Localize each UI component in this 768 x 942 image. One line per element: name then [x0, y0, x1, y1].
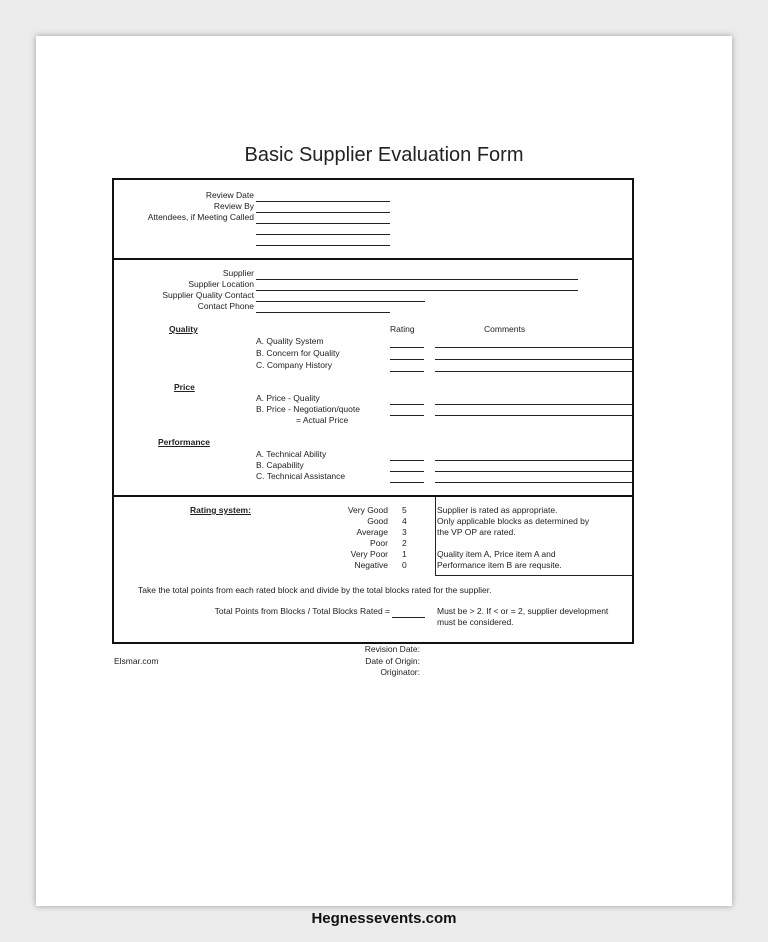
attendees-label: Attendees, if Meeting Called	[147, 212, 254, 222]
rating-column-header: Rating	[390, 324, 415, 334]
scale-value: 1	[402, 549, 407, 559]
attendees-field[interactable]	[256, 245, 390, 246]
originator-label: Originator:	[380, 667, 420, 677]
comment-field[interactable]	[435, 404, 632, 405]
rating-field[interactable]	[390, 359, 424, 360]
contact-phone-label: Contact Phone	[197, 301, 254, 311]
rating-note: Only applicable blocks as determined by	[437, 516, 590, 526]
scale-name: Poor	[370, 538, 388, 548]
form-title: Basic Supplier Evaluation Form	[244, 144, 524, 166]
notes-divider	[435, 497, 436, 575]
comment-field[interactable]	[435, 482, 632, 483]
criterion-label: C. Technical Assistance	[256, 471, 346, 481]
comments-column-header: Comments	[484, 324, 526, 334]
scale-name: Average	[356, 527, 388, 537]
total-points-field[interactable]	[392, 617, 425, 618]
quality-heading: Quality	[169, 324, 198, 334]
criterion-label: A. Technical Ability	[256, 449, 327, 459]
comment-field[interactable]	[435, 371, 632, 372]
scale-name: Negative	[354, 560, 388, 570]
rating-field[interactable]	[390, 404, 424, 405]
comment-field[interactable]	[435, 460, 632, 461]
rating-field[interactable]	[390, 415, 424, 416]
threshold-note: must be considered.	[437, 617, 514, 627]
comment-field[interactable]	[435, 359, 632, 360]
scale-name: Good	[367, 516, 388, 526]
revision-date-label: Revision Date:	[364, 644, 420, 654]
quality-contact-label: Supplier Quality Contact	[162, 290, 254, 300]
criterion-label: B. Price - Negotiation/quote	[256, 404, 360, 414]
comment-field[interactable]	[435, 471, 632, 472]
review-date-field[interactable]	[256, 201, 390, 202]
comment-field[interactable]	[435, 415, 632, 416]
scale-value: 0	[402, 560, 407, 570]
scoring-instruction: Take the total points from each rated block and divide by the total blocks rated for the supplier.	[138, 585, 492, 595]
attendees-field[interactable]	[256, 234, 390, 235]
rating-field[interactable]	[390, 347, 424, 348]
scale-value: 3	[402, 527, 407, 537]
notes-bottom-rule	[435, 575, 632, 576]
criterion-label: A. Quality System	[256, 336, 324, 346]
form-frame	[112, 178, 634, 644]
company-name: Elsmar.com	[114, 656, 159, 666]
supplier-field[interactable]	[256, 279, 578, 280]
review-by-field[interactable]	[256, 212, 390, 213]
rating-field[interactable]	[390, 471, 424, 472]
scale-name: Very Good	[347, 505, 388, 515]
quality-contact-field[interactable]	[256, 301, 425, 302]
criterion-label: = Actual Price	[296, 415, 349, 425]
total-points-label: Total Points from Blocks / Total Blocks Rated =	[214, 606, 390, 616]
contact-phone-field[interactable]	[256, 312, 390, 313]
threshold-note: Must be > 2. If < or = 2, supplier development	[437, 606, 609, 616]
rating-note: the VP OP are rated.	[437, 527, 516, 537]
review-by-label: Review By	[213, 201, 254, 211]
supplier-location-label: Supplier Location	[188, 279, 254, 289]
supplier-label: Supplier	[222, 268, 254, 278]
criterion-label: B. Concern for Quality	[256, 348, 340, 358]
comment-field[interactable]	[435, 347, 632, 348]
rating-note: Supplier is rated as appropriate.	[437, 505, 558, 515]
rating-note: Performance item B are requsite.	[437, 560, 562, 570]
rating-field[interactable]	[390, 371, 424, 372]
section-divider	[114, 495, 632, 497]
performance-heading: Performance	[158, 437, 210, 447]
rating-system-heading: Rating system:	[190, 505, 251, 515]
form-sheet	[36, 36, 732, 906]
rating-field[interactable]	[390, 460, 424, 461]
scale-value: 4	[402, 516, 407, 526]
rating-field[interactable]	[390, 482, 424, 483]
scale-name: Very Poor	[350, 549, 388, 559]
watermark-text: Hegnessevents.com	[311, 910, 457, 927]
rating-note: Quality item A, Price item A and	[437, 549, 556, 559]
scale-value: 5	[402, 505, 407, 515]
criterion-label: B. Capability	[256, 460, 304, 470]
supplier-location-field[interactable]	[256, 290, 578, 291]
criterion-label: A. Price - Quality	[256, 393, 320, 403]
attendees-field[interactable]	[256, 223, 390, 224]
date-of-origin-label: Date of Origin:	[365, 656, 420, 666]
section-divider	[114, 258, 632, 260]
criterion-label: C. Company History	[256, 360, 333, 370]
review-date-label: Review Date	[205, 190, 254, 200]
scale-value: 2	[402, 538, 407, 548]
price-heading: Price	[174, 382, 195, 392]
